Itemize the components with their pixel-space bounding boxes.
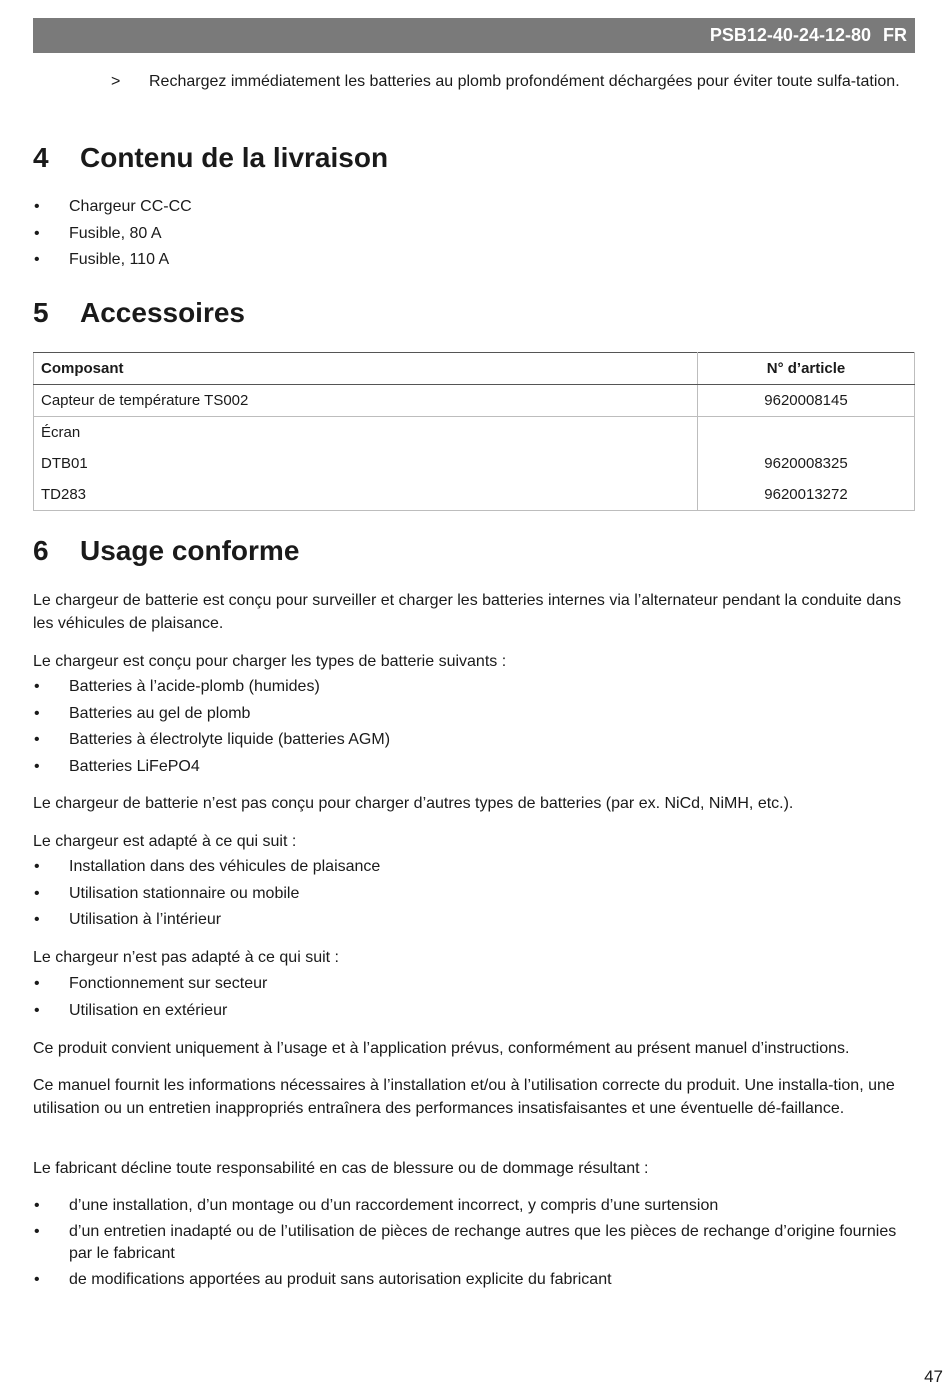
section-5-heading [33,296,245,330]
paragraph: Le fabricant décline toute responsabilité en cas de blessure ou de dommage résultant : [33,1160,649,1177]
list-item: • Chargeur CC-CC [33,196,192,223]
page-header [33,18,915,53]
section-title: Usage conforme [80,535,300,566]
table-cell: 9620008325 [698,448,915,479]
table-cell: Écran [34,417,698,449]
list-item: • d’un entretien inadapté ou de l’utilisation de pièces de rechange autres que les pièces de rechange d’origine fournies par le fabricant [33,1221,915,1265]
list-item: • Fonctionnement sur secteur [33,973,267,1000]
column-header: Composant [34,353,698,385]
table-cell: 9620008145 [698,385,915,417]
list-item: • de modifications apportées au produit sans autorisation explicite du fabricant [33,1269,915,1291]
paragraph: Le chargeur n’est pas adapté à ce qui suit : [33,949,339,966]
list-item: • Utilisation stationnaire ou mobile [33,883,380,910]
table-cell: DTB01 [34,448,698,479]
table-cell: TD283 [34,479,698,511]
table-row [34,417,915,449]
table-cell: 9620013272 [698,479,915,511]
paragraph: Le chargeur est adapté à ce qui suit : [33,833,297,850]
battery-types-list [33,676,390,782]
paragraph: Le chargeur de batterie est conçu pour surveiller et charger les batteries internes via l’alternateur pendant la conduite dans les véhicules de plaisance. [33,592,902,632]
table-row [34,479,915,511]
intro-instruction [111,70,911,93]
suitable-uses-list [33,856,380,936]
section-4-heading [33,141,388,175]
accessories-table [33,352,915,511]
section-title: Accessoires [80,297,246,328]
table-row [34,385,915,417]
page-number: 47 [924,1367,943,1386]
list-item: • Batteries LiFePO4 [33,756,390,783]
column-header: N° d’article [698,353,915,385]
list-item: • Installation dans des véhicules de plaisance [33,856,380,883]
list-item: • Batteries à l’acide-plomb (humides) [33,676,390,703]
section-number: 5 [33,297,49,328]
arrow-marker-icon: > [111,73,121,90]
delivery-contents-list [33,196,192,276]
list-item: • Batteries au gel de plomb [33,703,390,730]
section-number: 6 [33,535,49,566]
paragraph: Ce produit convient uniquement à l’usage et à l’application prévus, conformément au présent manuel d’instructions. [33,1040,850,1057]
paragraph: Le chargeur de batterie n’est pas conçu pour charger d’autres types de batteries (par ex. NiCd, NiMH, etc.). [33,795,794,812]
table-cell [698,417,915,449]
table-header-row [34,353,915,385]
unsuitable-uses-list [33,973,267,1026]
list-item: • d’une installation, d’un montage ou d’un raccordement incorrect, y compris d’une surtension [33,1195,915,1217]
liability-exclusions-list [33,1195,915,1295]
section-title: Contenu de la livraison [80,142,389,173]
paragraph: Le chargeur est conçu pour charger les types de batterie suivants : [33,653,507,670]
paragraph: Ce manuel fournit les informations nécessaires à l’installation et/ou à l’utilisation correcte du produit. Une installa-tion, une utilisation ou un entretien inappropriés entraînera des performances insatisfaisantes et une éventuelle dé-faillance. [33,1077,895,1117]
list-item: • Batteries à électrolyte liquide (batteries AGM) [33,729,390,756]
section-number: 4 [33,142,49,173]
language-code: FR [883,25,907,45]
list-item: • Utilisation à l’intérieur [33,909,380,936]
list-item: • Fusible, 110 A [33,249,192,276]
table-cell: Capteur de température TS002 [34,385,698,417]
intro-text: Rechargez immédiatement les batteries au plomb profondément déchargées pour éviter toute sulfa-tation. [149,73,900,90]
list-item: • Fusible, 80 A [33,223,192,250]
list-item: • Utilisation en extérieur [33,1000,267,1027]
section-6-heading [33,534,299,568]
table-row [34,448,915,479]
model-number: PSB12-40-24-12-80 [709,25,871,45]
